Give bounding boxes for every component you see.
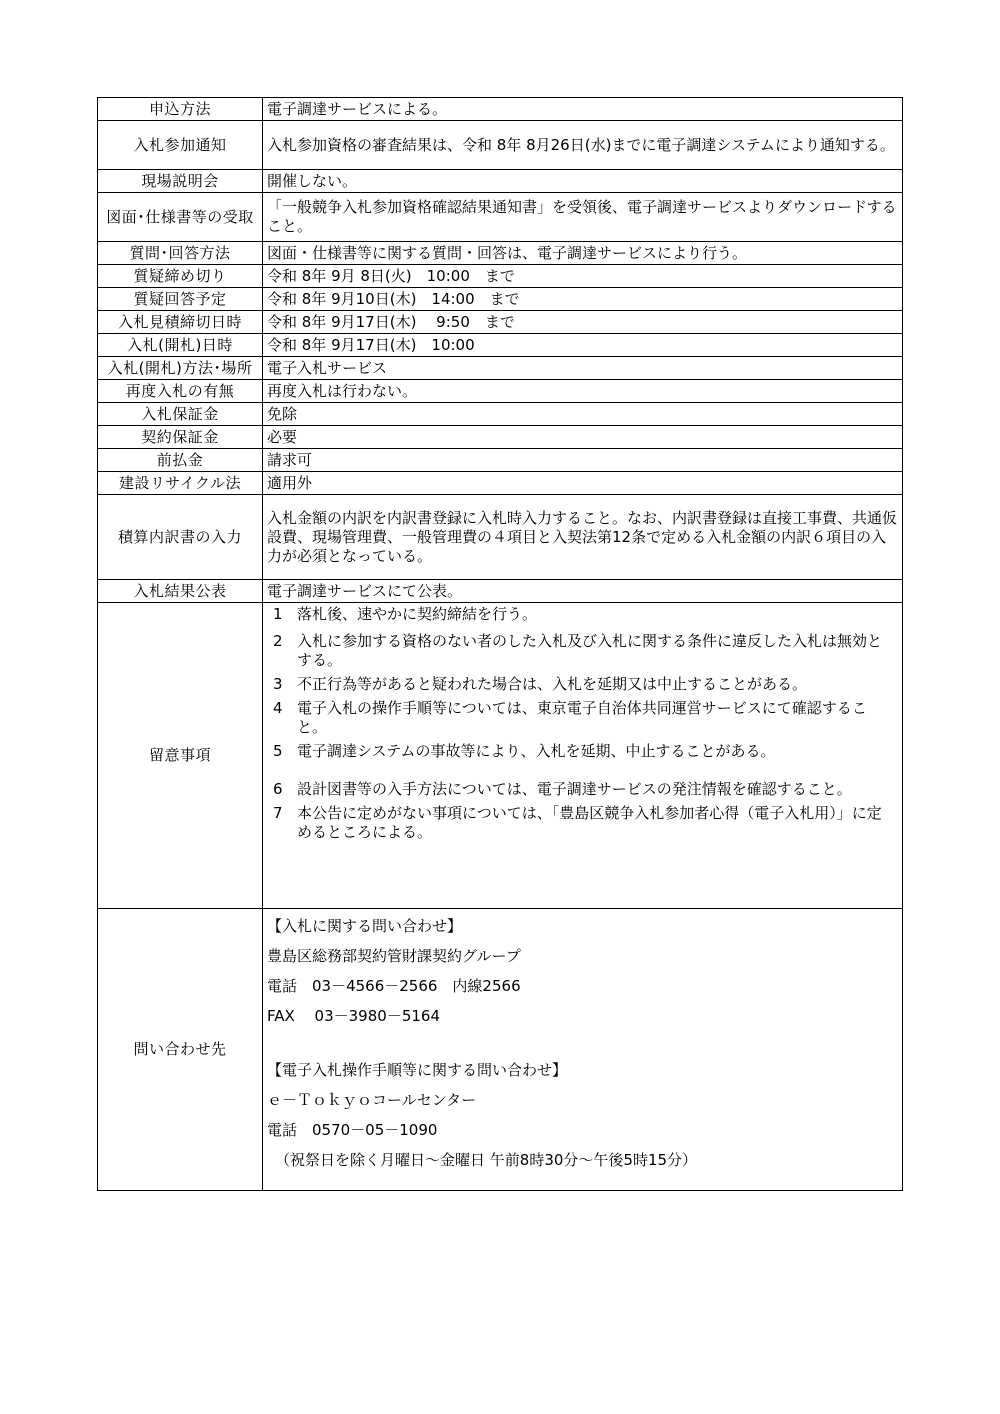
contact-label: 問い合わせ先 xyxy=(98,909,263,1191)
contact-row xyxy=(98,909,903,1191)
contact-fax: FAX 03－3980－5164 xyxy=(267,1007,440,1025)
row-label: 契約保証金 xyxy=(98,426,263,449)
note-number: 6 xyxy=(273,780,283,798)
table-row xyxy=(98,495,903,580)
note-number: 2 xyxy=(273,632,283,650)
table-row xyxy=(98,580,903,603)
table-row xyxy=(98,449,903,472)
table-row xyxy=(98,265,903,288)
table-row xyxy=(98,193,903,242)
contact-heading-bid: 【入札に関する問い合わせ】 xyxy=(267,917,463,935)
info-table xyxy=(97,97,903,1191)
list-item xyxy=(267,780,898,799)
table-row xyxy=(98,311,903,334)
row-value: 令和 8年 9月17日(木) 10:00 xyxy=(263,334,903,357)
note-text: 設計図書等の入手方法については、電子調達サービスの発注情報を確認すること。 xyxy=(297,780,852,798)
note-text: 落札後、速やかに契約締結を行う。 xyxy=(297,605,538,623)
table-row xyxy=(98,426,903,449)
table-row xyxy=(98,242,903,265)
note-number: 3 xyxy=(273,675,283,693)
row-value: 電子調達サービスにて公表。 xyxy=(263,580,903,603)
note-text: 電子調達システムの事故等により、入札を延期、中止することがある。 xyxy=(297,742,776,760)
notes-label: 留意事項 xyxy=(98,603,263,909)
note-number: 5 xyxy=(273,742,283,760)
row-value: 入札参加資格の審査結果は、令和 8年 8月26日(水)までに電子調達システムにより通知する。 xyxy=(263,121,903,170)
contact-department: 豊島区総務部契約管財課契約グループ xyxy=(267,947,521,965)
row-label: 入札(開札)方法･場所 xyxy=(98,357,263,380)
table-row xyxy=(98,98,903,121)
row-label: 積算内訳書の入力 xyxy=(98,495,263,580)
table-row xyxy=(98,403,903,426)
row-value: 令和 8年 9月 8日(火) 10:00 まで xyxy=(263,265,903,288)
contact-call-center: ｅ－Ｔｏｋｙｏコールセンター xyxy=(267,1091,477,1109)
row-value: 再度入札は行わない。 xyxy=(263,380,903,403)
spacer xyxy=(267,1031,898,1055)
contact-phone: 電話 03－4566－2566 内線2566 xyxy=(267,977,521,995)
note-number: 4 xyxy=(273,699,283,717)
table-row xyxy=(98,357,903,380)
list-item xyxy=(267,675,898,694)
spacer xyxy=(267,766,898,780)
row-value: 「一般競争入札参加資格確認結果通知書」を受領後、電子調達サービスよりダウンロードすること。 xyxy=(263,193,903,242)
table-row xyxy=(98,170,903,193)
contact-hours: （祝祭日を除く月曜日～金曜日 午前8時30分～午後5時15分） xyxy=(275,1151,698,1169)
note-number: 7 xyxy=(273,804,283,822)
notes-row xyxy=(98,603,903,909)
row-label: 図面･仕様書等の受取 xyxy=(98,193,263,242)
table-row xyxy=(98,288,903,311)
table-row xyxy=(98,334,903,357)
list-item xyxy=(267,632,898,670)
table-row xyxy=(98,121,903,170)
row-value: 請求可 xyxy=(263,449,903,472)
row-label: 質問･回答方法 xyxy=(98,242,263,265)
row-label: 質疑回答予定 xyxy=(98,288,263,311)
row-value: 必要 xyxy=(263,426,903,449)
note-text: 本公告に定めがない事項については、「豊島区競争入札参加者心得（電子入札用）」に定めるところによる。 xyxy=(297,804,882,841)
list-item xyxy=(267,699,898,737)
row-value: 令和 8年 9月10日(木) 14:00 まで xyxy=(263,288,903,311)
row-value: 免除 xyxy=(263,403,903,426)
note-number: 1 xyxy=(273,605,283,623)
row-label: 入札見積締切日時 xyxy=(98,311,263,334)
row-label: 入札結果公表 xyxy=(98,580,263,603)
row-label: 申込方法 xyxy=(98,98,263,121)
list-item xyxy=(267,804,898,842)
row-label: 入札参加通知 xyxy=(98,121,263,170)
row-value: 入札金額の内訳を内訳書登録に入札時入力すること。なお、内訳書登録は直接工事費、共通仮設費、現場管理費、一般管理費の４項目と入契法第12条で定める入札金額の内訳６項目の入力が必須となっている。 xyxy=(263,495,903,580)
row-value: 令和 8年 9月17日(木) 9:50 まで xyxy=(263,311,903,334)
contact-info xyxy=(263,909,903,1191)
note-text: 入札に参加する資格のない者のした入札及び入札に関する条件に違反した入札は無効とする。 xyxy=(297,632,883,669)
row-value: 電子入札サービス xyxy=(263,357,903,380)
notes-list xyxy=(263,603,903,909)
table-row xyxy=(98,472,903,495)
contact-call-center-phone: 電話 0570－05－1090 xyxy=(267,1121,438,1139)
table-row xyxy=(98,380,903,403)
row-label: 入札(開札)日時 xyxy=(98,334,263,357)
row-value: 適用外 xyxy=(263,472,903,495)
note-text: 電子入札の操作手順等については、東京電子自治体共同運営サービスにて確認すること。 xyxy=(297,699,867,736)
row-value: 電子調達サービスによる。 xyxy=(263,98,903,121)
contact-heading-e-bid: 【電子入札操作手順等に関する問い合わせ】 xyxy=(267,1061,568,1079)
row-label: 入札保証金 xyxy=(98,403,263,426)
row-value: 開催しない。 xyxy=(263,170,903,193)
note-text: 不正行為等があると疑われた場合は、入札を延期又は中止することがある。 xyxy=(297,675,808,693)
row-label: 質疑締め切り xyxy=(98,265,263,288)
list-item xyxy=(267,605,898,624)
row-label: 建設リサイクル法 xyxy=(98,472,263,495)
row-value: 図面・仕様書等に関する質問・回答は、電子調達サービスにより行う。 xyxy=(263,242,903,265)
row-label: 再度入札の有無 xyxy=(98,380,263,403)
list-item xyxy=(267,742,898,761)
row-label: 前払金 xyxy=(98,449,263,472)
row-label: 現場説明会 xyxy=(98,170,263,193)
